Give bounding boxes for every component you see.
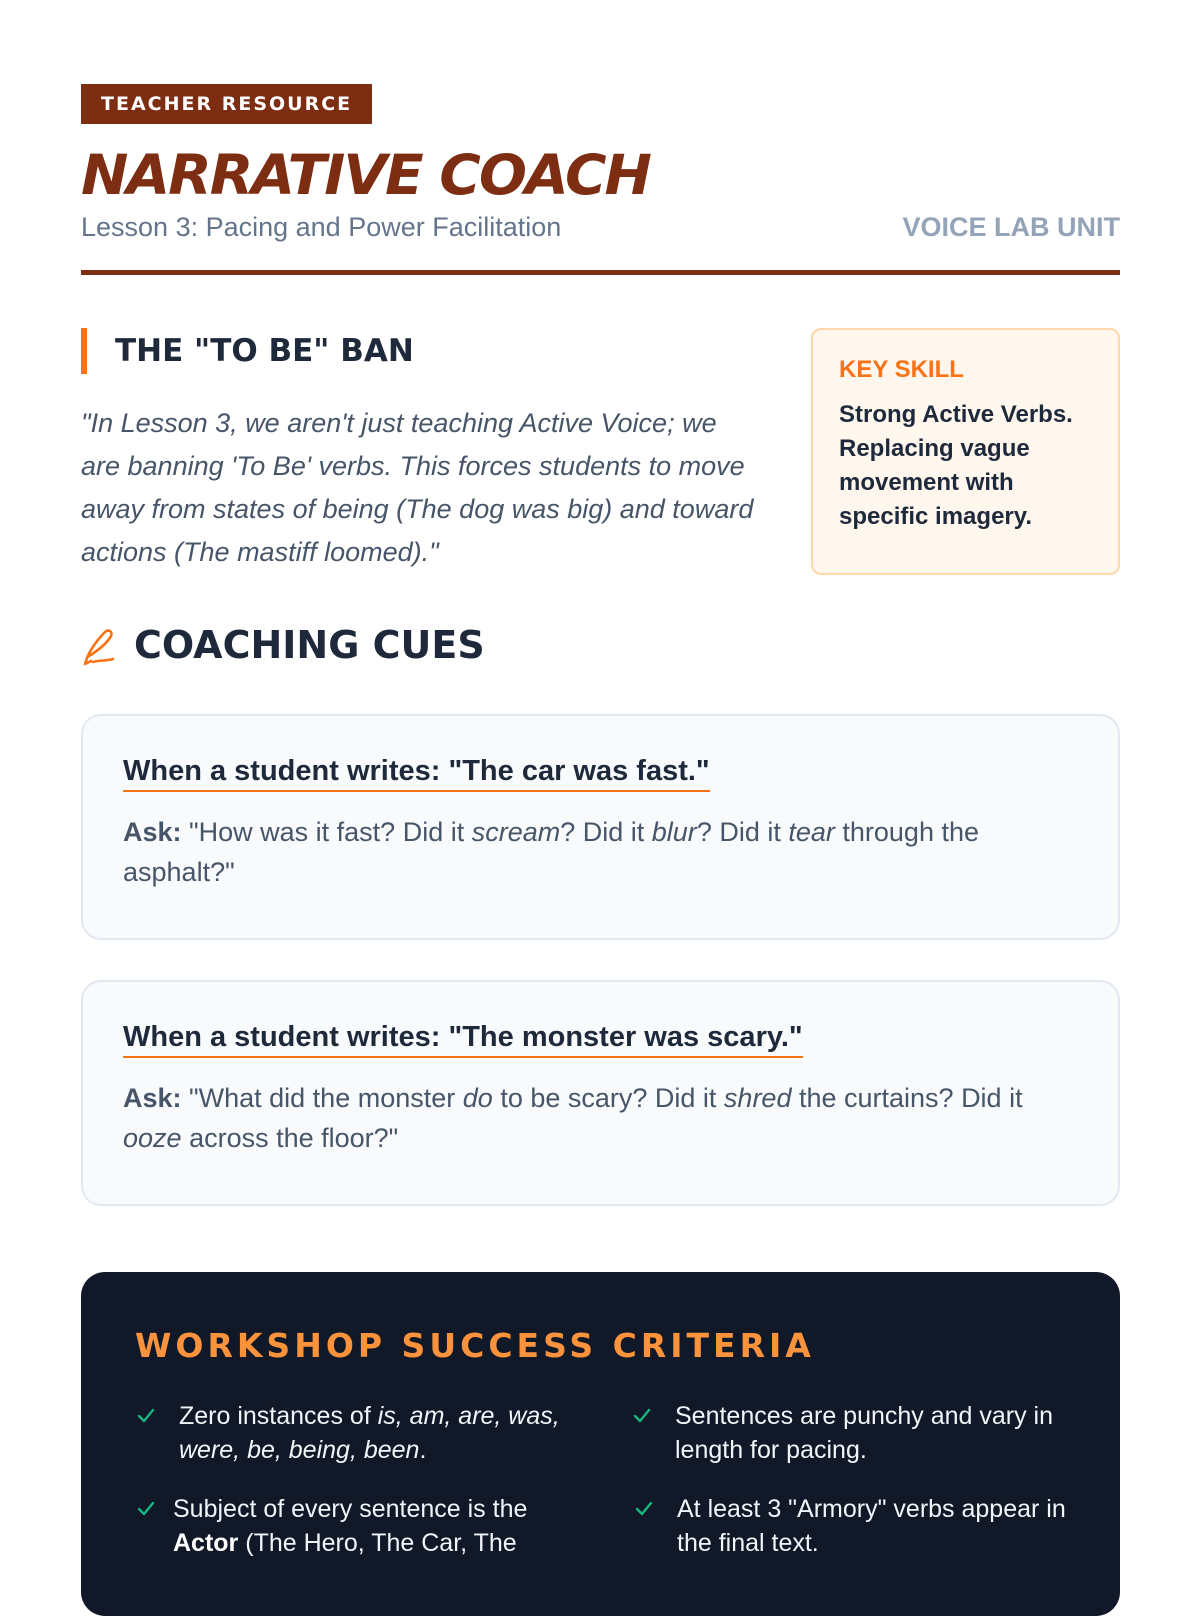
- resource-badge: TEACHER RESOURCE: [81, 84, 372, 124]
- criteria-verbs: is, am, are, was, were, be, being, been: [179, 1402, 560, 1464]
- criteria-item: [173, 1492, 593, 1560]
- ask-label: Ask:: [123, 1083, 182, 1113]
- to-be-ban-section: [81, 328, 1120, 608]
- ask-text: to be scary? Did it: [492, 1083, 724, 1113]
- criteria-strong: Actor: [173, 1529, 239, 1557]
- cue-ask: [123, 812, 1078, 892]
- cue-prompt: When a student writes: "The monster was scary.": [123, 1020, 803, 1058]
- criteria-text: Zero instances of: [179, 1402, 378, 1430]
- ask-text: ? Did it: [560, 817, 652, 847]
- criteria-text: .: [419, 1436, 427, 1464]
- ask-verb: scream: [471, 817, 561, 847]
- criteria-item: [675, 1399, 1095, 1467]
- criteria-text: (The Hero, The Car, The: [238, 1529, 517, 1557]
- check-icon: [631, 1405, 653, 1427]
- ban-content: [81, 328, 761, 574]
- criteria-text: Subject of every sentence is the: [173, 1495, 528, 1523]
- ask-verb: ooze: [123, 1123, 182, 1153]
- check-icon: [135, 1405, 157, 1427]
- key-skill-label: KEY SKILL: [839, 356, 964, 383]
- coaching-cue-card: [81, 714, 1120, 940]
- ban-quote: "In Lesson 3, we aren't just teaching Active Voice; we are banning 'To Be' verbs. This forces students to move away from states of being (The dog was big) and toward actions (The mastiff loomed).": [81, 408, 754, 567]
- key-skill-text: Strong Active Verbs. Replacing vague movement with specific imagery.: [839, 401, 1073, 530]
- key-skill-callout: [811, 328, 1120, 575]
- unit-label: VOICE LAB UNIT: [902, 212, 1120, 242]
- ask-text: across the floor?": [181, 1123, 399, 1153]
- cue-ask: [123, 1078, 1078, 1158]
- subtitle-row: [81, 212, 1120, 244]
- success-criteria-panel: [81, 1272, 1120, 1616]
- criteria-title: WORKSHOP SUCCESS CRITERIA: [135, 1326, 815, 1365]
- ban-heading: THE "TO BE" BAN: [81, 328, 761, 374]
- document-page: [81, 84, 1120, 1616]
- ask-label: Ask:: [123, 817, 182, 847]
- check-icon: [135, 1498, 157, 1520]
- criteria-text: At least 3 "Armory" verbs appear in the final text.: [677, 1495, 1066, 1557]
- lesson-subtitle: Lesson 3: Pacing and Power Facilitation: [81, 212, 562, 242]
- coaching-cue-card: [81, 980, 1120, 1206]
- header-divider: [81, 270, 1120, 275]
- ask-text: through the asphalt?": [123, 817, 980, 887]
- pencil-icon: [81, 626, 119, 666]
- criteria-item: [179, 1399, 599, 1467]
- ask-text: "What did the monster: [189, 1083, 463, 1113]
- coaching-cues-title: COACHING CUES: [134, 623, 485, 667]
- ask-verb: do: [462, 1083, 493, 1113]
- ask-text: "How was it fast? Did it: [189, 817, 472, 847]
- check-icon: [633, 1498, 655, 1520]
- ask-text: ? Did it: [696, 817, 789, 847]
- ask-verb: blur: [651, 817, 697, 847]
- coaching-cues-header: [81, 620, 1120, 670]
- cue-prompt: When a student writes: "The car was fast.": [123, 754, 710, 792]
- criteria-text: Sentences are punchy and vary in length for pacing.: [675, 1402, 1054, 1464]
- ask-text: the curtains? Did it: [791, 1083, 1023, 1113]
- page-title: NARRATIVE COACH: [81, 143, 650, 207]
- ask-verb: tear: [788, 817, 835, 847]
- ask-verb: shred: [723, 1083, 792, 1113]
- criteria-item: [677, 1492, 1097, 1560]
